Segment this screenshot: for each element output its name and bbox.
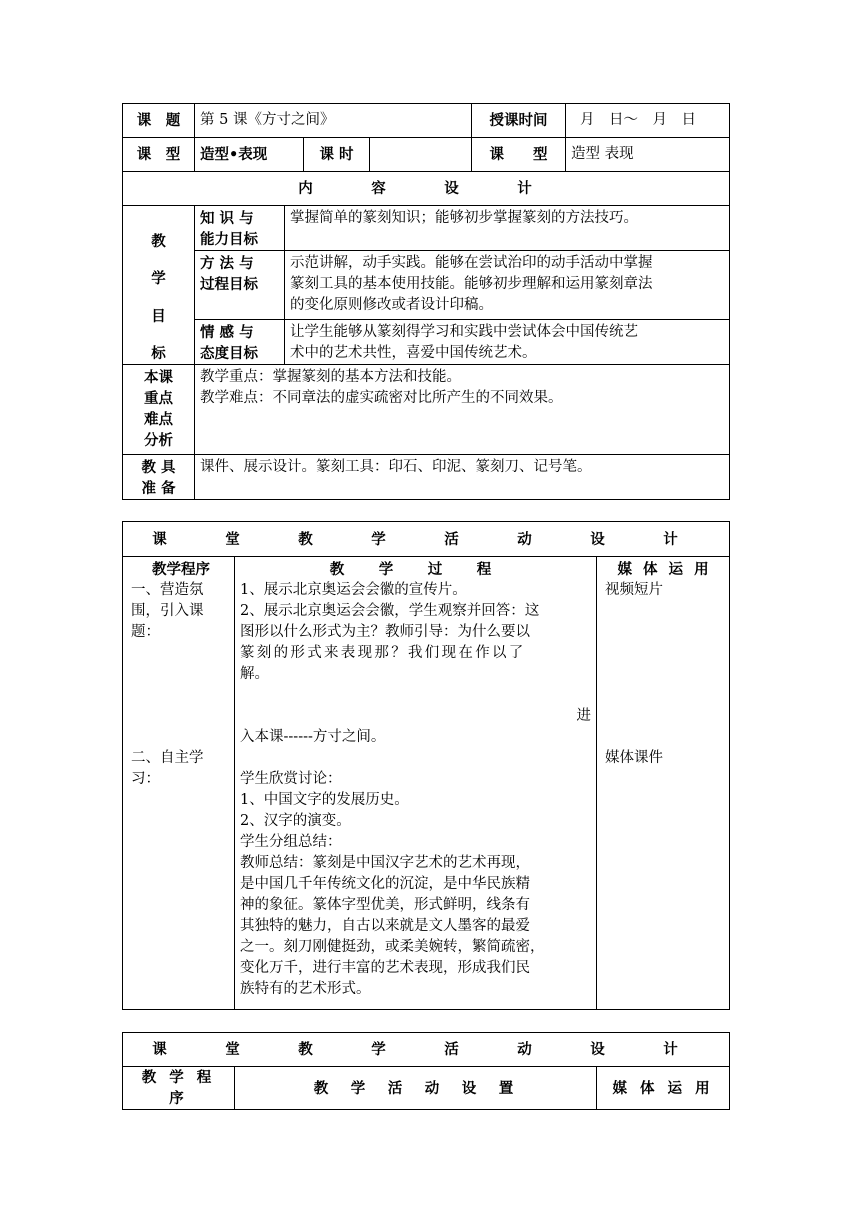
hours-value	[370, 138, 472, 172]
col3-header-2: 媒 体 运 用	[597, 1067, 730, 1110]
objective-text-line: 让学生能够从篆刻得学习和实践中尝试体会中国传统艺	[290, 323, 638, 340]
activity-table-2	[122, 1032, 730, 1110]
activity-process	[235, 557, 597, 1010]
tools-text: 课件、展示设计。篆刻工具：印石、印泥、篆刻刀、记号笔。	[195, 455, 730, 500]
side-char-3: 目	[151, 307, 166, 325]
process-line: 其独特的魅力，自古以来就是文人墨客的最爱	[240, 918, 530, 934]
type2-label: 课 型	[472, 138, 566, 172]
lesson-label: 课 题	[123, 104, 195, 138]
process-line: 族特有的艺术形式。	[240, 981, 371, 997]
objective-label-line: 态度目标	[200, 344, 258, 362]
type2-value: 造型 表现	[566, 138, 730, 172]
objective-label-line: 情 感 与	[200, 323, 254, 341]
lesson-plan-table	[122, 103, 730, 500]
tools-label-line: 准 备	[141, 480, 176, 497]
process-line: 篆刻的形式来表现那？我们现在作以了	[240, 645, 526, 661]
process-line: 变化万千，进行丰富的艺术表现，形成我们民	[240, 960, 530, 976]
col2-header-2: 教 学 活 动 设 置	[235, 1067, 597, 1110]
activity-table	[122, 521, 730, 1010]
process-line: 教师总结：篆刻是中国汉字艺术的艺术再现，	[240, 855, 530, 871]
activity-title: 课 堂 教 学 活 动 设 计	[123, 522, 730, 557]
objective-text-knowledge	[285, 206, 730, 251]
side-char-1: 教	[151, 233, 166, 250]
hours-label: 课 时	[304, 138, 370, 172]
media-item: 媒体课件	[605, 750, 663, 766]
process-line: 1、展示北京奥运会会徽的宣传片。	[240, 582, 467, 598]
side-char-2: 学	[151, 270, 166, 288]
process-line: 入本课------方寸之间。	[240, 729, 386, 745]
objective-label-knowledge	[195, 206, 285, 251]
process-line: 是中国几千年传统文化的沉淀，是中华民族精	[240, 876, 530, 892]
objective-label-line: 能力目标	[200, 231, 258, 248]
process-line: 图形以什么形式为主？教师引导：为什么要以	[240, 624, 530, 640]
activity-steps	[123, 557, 235, 1010]
lesson-value: 第 5 课《方寸之间》	[195, 104, 472, 138]
time-value: 月 日～ 月 日	[566, 104, 730, 138]
objective-text-line: 篆刻工具的基本使用技能。能够初步理解和运用篆刻章法	[290, 276, 653, 293]
col2-header: 教 学 过 程	[329, 561, 502, 578]
key-point-line: 教学重点：掌握篆刻的基本方法和技能。	[200, 369, 461, 385]
key-points-text	[195, 365, 730, 455]
objective-text-line: 掌握简单的篆刻知识；能够初步掌握篆刻的方法技巧。	[290, 210, 638, 226]
key-points-label	[123, 365, 195, 455]
step-2-line: 习：	[131, 771, 160, 787]
side-char-4: 标	[151, 344, 166, 362]
process-line: 2、汉字的演变。	[240, 813, 351, 829]
objective-text-line: 示范讲解，动手实践。能够在尝试治印的动手活动中掌握	[290, 255, 653, 272]
type-value: 造型•表现	[195, 138, 304, 172]
objectives-side-label	[123, 206, 195, 365]
col3-header: 媒 体 运 用	[617, 561, 712, 578]
key-points-label-line: 重点	[144, 390, 173, 407]
media-item: 视频短片	[605, 582, 663, 598]
key-points-label-line: 分析	[144, 432, 173, 449]
step-1-line: 围，引入课	[131, 603, 204, 619]
objective-label-method	[195, 251, 285, 319]
process-line: 学生欣赏讨论：	[240, 771, 342, 787]
tools-label-line: 教 具	[141, 459, 176, 476]
time-label: 授课时间	[472, 104, 566, 138]
key-points-label-line: 难点	[144, 411, 173, 428]
objective-text-method	[285, 251, 730, 319]
objective-label-emotion	[195, 319, 285, 364]
activity-media	[597, 557, 730, 1010]
process-line: 解。	[240, 666, 269, 682]
process-line: 2、展示北京奥运会会徽，学生观察并回答：这	[240, 603, 540, 619]
type-label: 课 型	[123, 138, 195, 172]
objective-text-line: 的变化原则修改或者设计印稿。	[290, 297, 493, 314]
key-point-line: 教学难点：不同章法的虚实疏密对比所产生的不同效果。	[200, 390, 563, 406]
tools-label	[123, 455, 195, 500]
objective-text-line: 术中的艺术共性，喜爱中国传统艺术。	[290, 344, 537, 361]
activity-title-2: 课 堂 教 学 活 动 设 计	[123, 1033, 730, 1067]
step-2-line: 二、自主学	[131, 750, 204, 766]
process-line: 神的象征。篆体字型优美，形式鲜明，线条有	[240, 897, 530, 913]
objective-label-line: 方 法 与	[200, 255, 254, 273]
process-line: 进	[576, 708, 591, 724]
key-points-label-line: 本课	[144, 369, 173, 386]
content-design-title: 内 容 设 计	[123, 172, 730, 206]
col1-header-2: 教 学 程 序	[123, 1067, 235, 1110]
objective-text-emotion	[285, 319, 730, 364]
objective-label-line: 过程目标	[200, 276, 258, 294]
process-line: 1、中国文字的发展历史。	[240, 792, 409, 808]
objective-label-line: 知 识 与	[200, 210, 254, 227]
step-1-line: 一、营造氛	[131, 582, 204, 598]
col1-header: 教学程序	[152, 561, 210, 578]
step-1-line: 题：	[131, 624, 160, 640]
process-line: 之一。刻刀刚健挺劲，或柔美婉转，繁简疏密，	[240, 939, 545, 955]
process-line: 学生分组总结：	[240, 834, 342, 850]
